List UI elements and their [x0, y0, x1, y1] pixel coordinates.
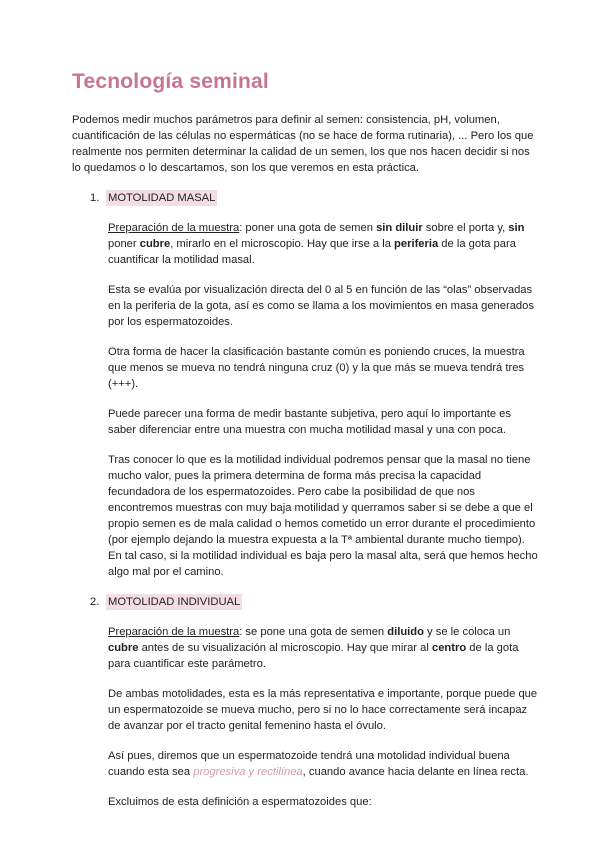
- document-title: Tecnología seminal: [72, 70, 269, 93]
- preparation-paragraph: [108, 220, 540, 268]
- body-paragraph: Esta se evalúa por visualización directa del 0 al 5 en función de las “olas” observadas en la periferia de la gota, así es como se llama a los movimientos en masa generados por los espermatozoides.: [108, 284, 534, 328]
- text-run: antes de su visualización al microscopio. Hay que mirar al: [138, 642, 432, 654]
- preparation-paragraph: [108, 624, 540, 672]
- section-heading-motilidad-masal: [90, 190, 540, 206]
- bold-text: diluido: [387, 626, 424, 638]
- section-body-motilidad-individual: [108, 624, 540, 810]
- text-run: y se le coloca un: [423, 626, 511, 638]
- highlighted-text: progresiva y rectilínea: [193, 766, 303, 778]
- text-run: sobre el porta y,: [422, 222, 509, 234]
- text-run: : poner una gota de semen: [239, 222, 377, 234]
- section-number: 2.: [90, 596, 100, 608]
- body-paragraph: Puede parecer una forma de medir bastante subjetiva, pero aquí lo importante es saber diferenciar entre una muestra con mucha motilidad masal y una con poca.: [108, 408, 511, 436]
- bold-text: centro: [431, 642, 467, 654]
- preparation-label: Preparación de la muestra: [108, 222, 240, 234]
- preparation-label: Preparación de la muestra: [108, 626, 240, 638]
- text-run: poner: [108, 238, 140, 250]
- section-title: MOTOLIDAD INDIVIDUAL: [108, 596, 241, 608]
- bold-text: sin: [508, 222, 525, 234]
- body-paragraph: Excluimos de esta definición a espermatozoides que:: [108, 796, 372, 808]
- text-run: de la gota para cuantificar este parámetro.: [108, 642, 519, 670]
- bold-text: cubre: [108, 642, 139, 654]
- bold-text: cubre: [139, 238, 171, 250]
- text-run: de la gota para cuantificar la motilidad masal.: [108, 238, 516, 266]
- intro-paragraph: Podemos medir muchos parámetros para definir al semen: consistencia, pH, volumen, cuantificación de las células no espermáticas (no se hace de forma rutinaria), ... Pero los que realmente nos permiten determinar la calidad de un semen, los que nos hacen decidir si nos lo quedamos o lo descartamos, son los que veremos en esta práctica.: [72, 114, 534, 174]
- section-title: MOTOLIDAD MASAL: [108, 192, 216, 204]
- text-run: , cuando avance hacia delante en línea recta.: [302, 766, 529, 778]
- body-paragraph: De ambas motolidades, esta es la más representativa e importante, porque puede que un espermatozoide se mueva mucho, pero si no lo hace correctamente será incapaz de avanzar por el tracto genital femenino hasta el óvulo.: [108, 688, 538, 732]
- text-run: , mirarlo en el microscopio. Hay que irse a la: [170, 238, 395, 250]
- bold-text: periferia: [394, 238, 439, 250]
- text-run: : se pone una gota de semen: [239, 626, 388, 638]
- section-number: 1.: [90, 192, 100, 204]
- section-body-motilidad-masal: [108, 220, 540, 580]
- section-heading-motilidad-individual: [90, 594, 540, 610]
- text-run: Así pues, diremos que un espermatozoide tendrá una motolidad individual buena cuando esta sea: [108, 750, 510, 778]
- body-paragraph: Tras conocer lo que es la motilidad individual podremos pensar que la masal no tiene mucho valor, pues la primera determina de forma más precisa la capacidad fecundadora de los espermatozoides. Pero cabe la posibilidad de que nos encontremos muestras con muy baja motilidad y querramos saber si se debe a que el propio semen es de mala calidad o hemos cometido un error durante el procedimiento (por ejemplo dejando la muestra expuesta a la Tª ambiental durante mucho tiempo). En tal caso, si la motilidad individual es baja pero la masal alta, será que hemos hecho algo mal por el camino.: [108, 454, 538, 578]
- body-paragraph: Otra forma de hacer la clasificación bastante común es poniendo cruces, la muestra que menos se mueva no tendrá ninguna cruz (0) y la que más se mueva tendrá tres (+++).: [108, 346, 525, 390]
- bold-text: sin diluir: [376, 222, 423, 234]
- body-paragraph: [108, 748, 540, 780]
